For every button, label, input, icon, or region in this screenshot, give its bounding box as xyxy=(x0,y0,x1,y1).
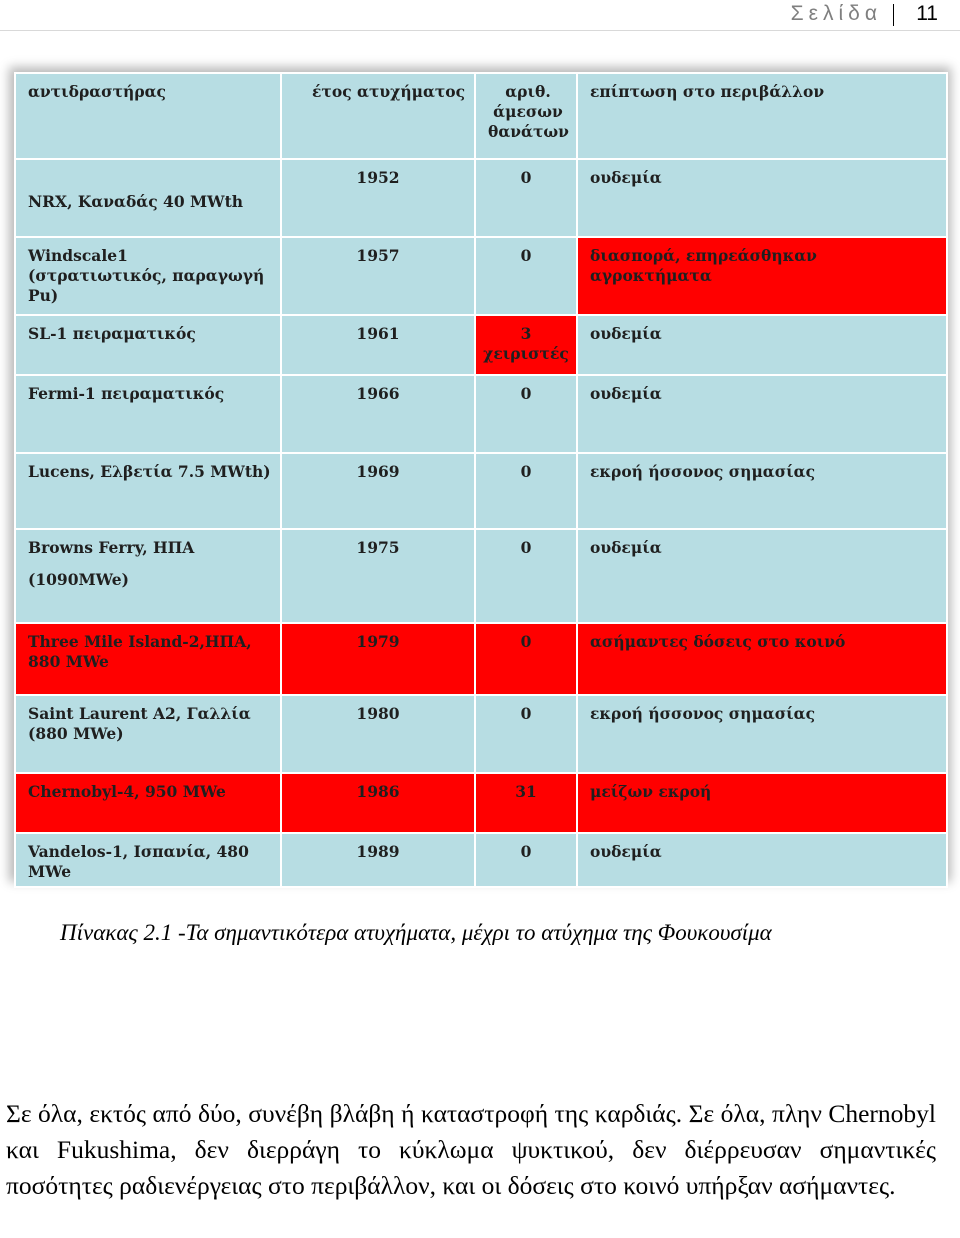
year-cell: 1952 xyxy=(281,159,475,237)
impact-cell: ουδεμία xyxy=(577,833,947,887)
table-row xyxy=(15,159,947,237)
reactor-cell: Windscale1 (στρατιωτικός, παραγωγή Pu) xyxy=(15,237,281,315)
impact-cell: εκροή ήσσονος σημασίας xyxy=(577,453,947,529)
header-divider xyxy=(893,4,894,26)
column-header-reactor: αντιδραστήρας xyxy=(15,73,281,159)
table-row xyxy=(15,695,947,773)
year-cell: 1961 xyxy=(281,315,475,375)
table-row xyxy=(15,375,947,453)
page-label: Σελίδα xyxy=(790,2,882,25)
deaths-cell: 0 xyxy=(475,695,577,773)
accidents-table xyxy=(14,72,948,888)
reactor-cell: Three Mile Island-2,ΗΠΑ, 880 MWe xyxy=(15,623,281,695)
reactor-cell: Fermi-1 πειραματικός xyxy=(15,375,281,453)
impact-cell: ασήμαντες δόσεις στο κοινό xyxy=(577,623,947,695)
year-cell: 1986 xyxy=(281,773,475,833)
reactor-cell: NRX, Καναδάς 40 MWth xyxy=(15,159,281,237)
table-row xyxy=(15,315,947,375)
year-cell: 1966 xyxy=(281,375,475,453)
column-header-impact: επίπτωση στο περιβάλλον xyxy=(577,73,947,159)
impact-cell: εκροή ήσσονος σημασίας xyxy=(577,695,947,773)
year-cell: 1980 xyxy=(281,695,475,773)
column-header-deaths: αριθ. άμεσων θανάτων xyxy=(475,73,577,159)
page-header xyxy=(0,0,960,31)
reactor-cell: Saint Laurent A2, Γαλλία (880 MWe) xyxy=(15,695,281,773)
page-number: 11 xyxy=(916,2,938,25)
year-cell: 1989 xyxy=(281,833,475,887)
impact-cell: ουδεμία xyxy=(577,375,947,453)
deaths-cell: 0 xyxy=(475,237,577,315)
table-header-row xyxy=(15,73,947,159)
deaths-cell: 0 xyxy=(475,375,577,453)
table-row xyxy=(15,453,947,529)
impact-cell: ουδεμία xyxy=(577,159,947,237)
year-cell: 1957 xyxy=(281,237,475,315)
deaths-cell: 31 xyxy=(475,773,577,833)
reactor-cell: Vandelos-1, Ισπανία, 480 MWe xyxy=(15,833,281,887)
year-cell: 1979 xyxy=(281,623,475,695)
impact-cell: ουδεμία xyxy=(577,529,947,623)
year-cell: 1969 xyxy=(281,453,475,529)
deaths-cell: 0 xyxy=(475,529,577,623)
impact-cell: ουδεμία xyxy=(577,315,947,375)
reactor-cell xyxy=(15,529,281,623)
reactor-cell: SL-1 πειραματικός xyxy=(15,315,281,375)
table-caption: Πίνακας 2.1 -Τα σημαντικότερα ατυχήματα, μέχρι το ατύχημα της Φουκουσίμα xyxy=(60,920,772,945)
body-paragraph: Σε όλα, εκτός από δύο, συνέβη βλάβη ή καταστροφή της καρδιάς. Σε όλα, πλην Chernobyl και Fukushima, δεν διερράγη το κύκλωμα ψυκτικού, δεν διέρρευσαν σημαντικές ποσότητες ραδιενέργειας στο περιβάλλον, και οι δόσεις στο κοινό υπήρξαν ασήμαντες. xyxy=(6,1099,936,1200)
reactor-cell: Lucens, Ελβετία 7.5 MWth) xyxy=(15,453,281,529)
deaths-cell: 0 xyxy=(475,159,577,237)
accidents-table-image xyxy=(14,72,946,882)
deaths-cell: 0 xyxy=(475,833,577,887)
table-row xyxy=(15,529,947,623)
table-row xyxy=(15,623,947,695)
column-header-year: έτος ατυχήματος xyxy=(281,73,475,159)
deaths-cell: 0 xyxy=(475,453,577,529)
year-cell: 1975 xyxy=(281,529,475,623)
deaths-cell: 0 xyxy=(475,623,577,695)
reactor-name: Browns Ferry, ΗΠΑ xyxy=(28,538,195,557)
table-row xyxy=(15,237,947,315)
table-row xyxy=(15,773,947,833)
impact-cell: διασπορά, επηρεάσθηκαν αγροκτήματα xyxy=(577,237,947,315)
reactor-capacity: (1090MWe) xyxy=(28,570,129,590)
impact-cell: μείζων εκροή xyxy=(577,773,947,833)
reactor-cell: Chernobyl-4, 950 MWe xyxy=(15,773,281,833)
table-row xyxy=(15,833,947,887)
deaths-cell: 3 χειριστές xyxy=(475,315,577,375)
